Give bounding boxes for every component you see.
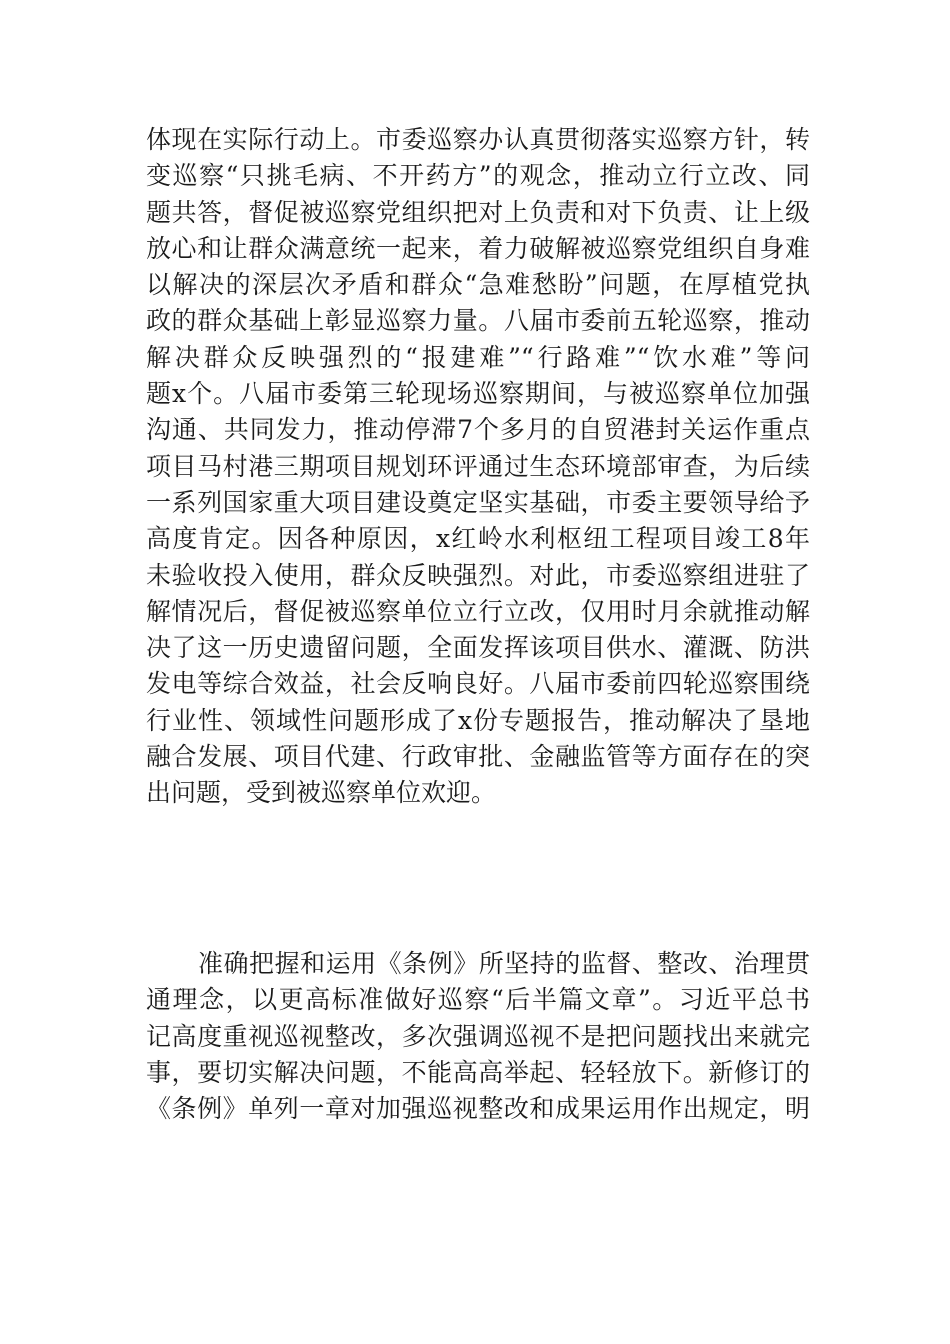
paragraph-line: 融合发展、项目代建、行政审批、金融监管等方面存在的突 [146,742,810,772]
paragraph-line: 政的群众基础上彰显巡察力量。八届市委前五轮巡察，推动 [146,306,810,336]
paragraph-line: 解决群众反映强烈的“报建难”“行路难”“饮水难”等问 [146,342,810,372]
paragraph-line: 发电等综合效益，社会反响良好。八届市委前四轮巡察围绕 [146,669,810,699]
paragraph-line: 通理念，以更高标准做好巡察“后半篇文章”。习近平总书 [146,985,810,1015]
paragraph-line: 记高度重视巡视整改，多次强调巡视不是把问题找出来就完 [146,1021,810,1051]
paragraph-line: 一系列国家重大项目建设奠定坚实基础，市委主要领导给予 [146,487,810,517]
paragraph-line: 准确把握和运用《条例》所坚持的监督、整改、治理贯 [198,949,810,978]
paragraph-line: 未验收投入使用，群众反映强烈。对此，市委巡察组进驻了 [146,560,810,590]
paragraph-rectification [146,946,810,1127]
paragraph-line: 《条例》单列一章对加强巡视整改和成果运用作出规定，明 [146,1094,810,1124]
paragraph-inspection-results [146,122,810,812]
paragraph-line: 高度肯定。因各种原因，x红岭水利枢纽工程项目竣工8年 [146,524,810,554]
paragraph-line: 沟通、共同发力，推动停滞7个多月的自贸港封关运作重点 [146,415,810,445]
paragraph-line: 出问题，受到被巡察单位欢迎。 [146,778,497,808]
paragraph-line: 题x个。八届市委第三轮现场巡察期间，与被巡察单位加强 [146,379,810,409]
paragraph-line: 决了这一历史遗留问题，全面发挥该项目供水、灌溉、防洪 [146,633,810,663]
paragraph-line: 放心和让群众满意统一起来，着力破解被巡察党组织自身难 [146,233,810,263]
paragraph-line: 变巡察“只挑毛病、不开药方”的观念，推动立行立改、同 [146,161,810,191]
paragraph-line: 体现在实际行动上。市委巡察办认真贯彻落实巡察方针，转 [146,125,810,154]
paragraph-line: 解情况后，督促被巡察单位立行立改，仅用时月余就推动解 [146,596,810,626]
paragraph-line: 行业性、领域性问题形成了x份专题报告，推动解决了垦地 [146,705,810,735]
paragraph-line: 以解决的深层次矛盾和群众“急难愁盼”问题，在厚植党执 [146,270,810,300]
paragraph-line: 题共答，督促被巡察党组织把对上负责和对下负责、让上级 [146,197,810,227]
paragraph-line: 项目马村港三期项目规划环评通过生态环境部审查，为后续 [146,451,810,481]
paragraph-line: 事，要切实解决问题，不能高高举起、轻轻放下。新修订的 [146,1057,810,1087]
